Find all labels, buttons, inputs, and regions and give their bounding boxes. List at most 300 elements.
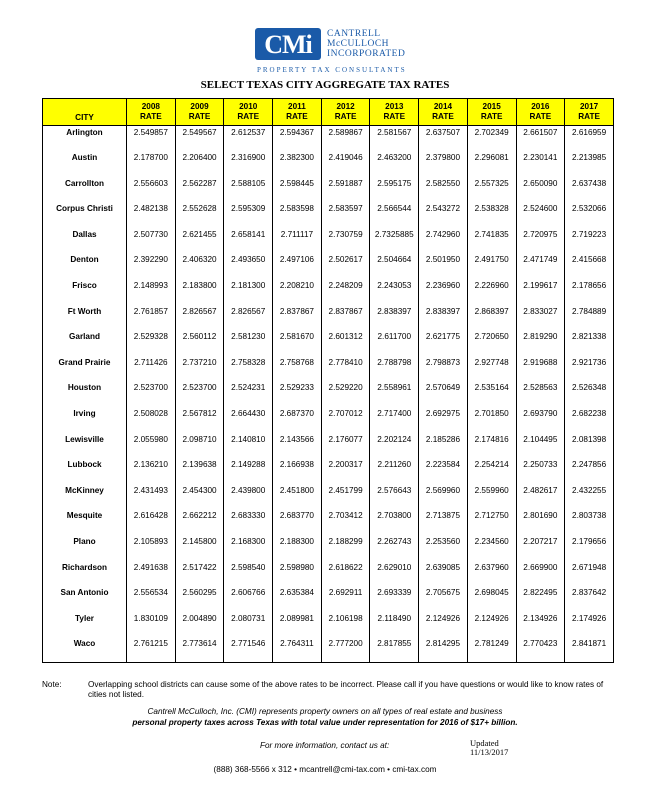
year-label: 2012 <box>336 102 355 111</box>
year-label: 2010 <box>239 102 258 111</box>
rate-cell: 2.717400 <box>370 407 419 433</box>
rate-cell: 2.616959 <box>565 126 614 152</box>
rate-cell: 2.556534 <box>127 586 176 612</box>
rate-cell: 2.703412 <box>321 509 370 535</box>
rate-cell: 2.868397 <box>467 305 516 331</box>
rate-cell: 2.557325 <box>467 177 516 203</box>
rate-cell: 2.581567 <box>370 126 419 152</box>
rate-cell: 2.558961 <box>370 381 419 407</box>
rate-cell: 2.178700 <box>127 151 176 177</box>
rate-cell: 2.406320 <box>175 253 224 279</box>
rate-cell: 2.594367 <box>273 126 322 152</box>
rate-cell: 2.549857 <box>127 126 176 152</box>
rate-cell: 2.778410 <box>321 356 370 382</box>
rate-cell: 2.524231 <box>224 381 273 407</box>
rate-cell: 2.183800 <box>175 279 224 305</box>
rate-cell: 2.559960 <box>467 484 516 510</box>
city-cell: Austin <box>43 151 127 177</box>
rate-cell: 2.7325885 <box>370 228 419 254</box>
rate-cell: 2.089981 <box>273 612 322 638</box>
rate-cell: 2.562287 <box>175 177 224 203</box>
rate-cell: 2.720650 <box>467 330 516 356</box>
rate-cell: 2.822495 <box>516 586 565 612</box>
rate-cell: 2.589867 <box>321 126 370 152</box>
rate-cell: 2.523700 <box>175 381 224 407</box>
rate-cell: 2.528563 <box>516 381 565 407</box>
rate-cell: 2.526348 <box>565 381 614 407</box>
rate-cell: 2.595309 <box>224 202 273 228</box>
rate-cell: 2.693790 <box>516 407 565 433</box>
rate-cell: 2.139638 <box>175 458 224 484</box>
rate-cell: 2.149288 <box>224 458 273 484</box>
updated-stamp <box>470 739 508 757</box>
rate-cell: 2.143566 <box>273 433 322 459</box>
rate-cell: 2.508028 <box>127 407 176 433</box>
rate-cell: 2.529328 <box>127 330 176 356</box>
rate-cell: 2.761215 <box>127 637 176 663</box>
city-cell: Dallas <box>43 228 127 254</box>
rate-cell: 2.529220 <box>321 381 370 407</box>
rate-cell: 2.206400 <box>175 151 224 177</box>
rate-cell: 2.208210 <box>273 279 322 305</box>
rate-cell: 2.081398 <box>565 433 614 459</box>
rate-cell: 2.080731 <box>224 612 273 638</box>
rate-cell: 2.504664 <box>370 253 419 279</box>
city-cell: Plano <box>43 535 127 561</box>
rate-cell: 2.148993 <box>127 279 176 305</box>
rate-cell: 2.432255 <box>565 484 614 510</box>
rate-cell: 2.223584 <box>419 458 468 484</box>
rate-cell: 2.661507 <box>516 126 565 152</box>
company-description <box>0 706 650 728</box>
rate-cell: 2.703800 <box>370 509 419 535</box>
year-label: 2015 <box>482 102 501 111</box>
table-row <box>43 330 614 356</box>
rate-label: RATE <box>480 112 503 121</box>
rate-cell: 2.581670 <box>273 330 322 356</box>
rate-cell: 2.601312 <box>321 330 370 356</box>
rate-cell: 2.549567 <box>175 126 224 152</box>
updated-date: 11/13/2017 <box>470 747 509 757</box>
rate-cell: 2.650090 <box>516 177 565 203</box>
city-cell: Arlington <box>43 126 127 152</box>
year-column-header <box>565 99 614 126</box>
company-description-line2: personal property taxes across Texas with total value under representation for 2016 of $17+ billion. <box>132 718 518 727</box>
rate-cell: 2.248209 <box>321 279 370 305</box>
rate-cell: 2.419046 <box>321 151 370 177</box>
rate-cell: 2.826567 <box>175 305 224 331</box>
rate-cell: 2.692975 <box>419 407 468 433</box>
rate-cell: 2.529233 <box>273 381 322 407</box>
rate-cell: 2.621455 <box>175 228 224 254</box>
rate-cell: 2.176077 <box>321 433 370 459</box>
rate-cell: 2.200317 <box>321 458 370 484</box>
city-cell: Denton <box>43 253 127 279</box>
city-cell: San Antonio <box>43 586 127 612</box>
rate-cell: 2.118490 <box>370 612 419 638</box>
rate-cell: 2.598980 <box>273 561 322 587</box>
rate-cell: 2.713875 <box>419 509 468 535</box>
rate-cell: 2.671948 <box>565 561 614 587</box>
rate-cell: 2.658141 <box>224 228 273 254</box>
rate-cell: 2.761857 <box>127 305 176 331</box>
table-row <box>43 586 614 612</box>
rate-label: RATE <box>286 112 308 121</box>
rate-cell: 2.524600 <box>516 202 565 228</box>
rate-cell: 2.819290 <box>516 330 565 356</box>
rate-cell: 2.166938 <box>273 458 322 484</box>
rate-cell: 2.595175 <box>370 177 419 203</box>
rate-cell: 2.140810 <box>224 433 273 459</box>
year-column-header <box>321 99 370 126</box>
rate-cell: 2.803738 <box>565 509 614 535</box>
rate-cell: 2.382300 <box>273 151 322 177</box>
rate-cell: 2.104495 <box>516 433 565 459</box>
rate-cell: 2.168300 <box>224 535 273 561</box>
rate-cell: 2.236960 <box>419 279 468 305</box>
company-name <box>327 29 405 59</box>
rate-cell: 2.637507 <box>419 126 468 152</box>
rate-cell: 2.720975 <box>516 228 565 254</box>
table-row <box>43 126 614 152</box>
rate-cell: 2.588105 <box>224 177 273 203</box>
city-cell: Lewisville <box>43 433 127 459</box>
rate-cell: 2.664430 <box>224 407 273 433</box>
rate-cell: 2.392290 <box>127 253 176 279</box>
rate-cell: 2.124926 <box>467 612 516 638</box>
rate-cell: 2.838397 <box>370 305 419 331</box>
table-row <box>43 637 614 663</box>
rate-cell: 2.207217 <box>516 535 565 561</box>
rate-cell: 2.764311 <box>273 637 322 663</box>
rate-cell: 2.185286 <box>419 433 468 459</box>
rate-cell: 2.451800 <box>273 484 322 510</box>
rate-cell: 2.535164 <box>467 381 516 407</box>
rate-cell: 2.523700 <box>127 381 176 407</box>
table-row <box>43 177 614 203</box>
rate-cell: 2.758768 <box>273 356 322 382</box>
rate-cell: 2.698045 <box>467 586 516 612</box>
rate-cell: 2.798873 <box>419 356 468 382</box>
year-column-header <box>175 99 224 126</box>
table-row <box>43 561 614 587</box>
rate-cell: 2.098710 <box>175 433 224 459</box>
table-row <box>43 202 614 228</box>
rate-cell: 2.730759 <box>321 228 370 254</box>
rate-cell: 2.582550 <box>419 177 468 203</box>
rate-label: RATE <box>140 112 162 121</box>
rate-cell: 2.569960 <box>419 484 468 510</box>
rate-cell: 2.247856 <box>565 458 614 484</box>
year-label: 2008 <box>141 102 160 111</box>
rate-cell: 2.770423 <box>516 637 565 663</box>
rate-cell: 2.174926 <box>565 612 614 638</box>
rate-cell: 2.463200 <box>370 151 419 177</box>
rate-cell: 2.517422 <box>175 561 224 587</box>
rate-cell: 2.705675 <box>419 586 468 612</box>
rate-cell: 2.719223 <box>565 228 614 254</box>
rate-cell: 2.250733 <box>516 458 565 484</box>
rate-label: RATE <box>237 112 260 121</box>
rate-cell: 2.431493 <box>127 484 176 510</box>
rate-cell: 2.814295 <box>419 637 468 663</box>
city-cell: Richardson <box>43 561 127 587</box>
rate-cell: 2.234560 <box>467 535 516 561</box>
city-cell: Tyler <box>43 612 127 638</box>
tax-rate-table <box>42 98 614 663</box>
rate-cell: 2.532066 <box>565 202 614 228</box>
city-cell: Garland <box>43 330 127 356</box>
rate-label: RATE <box>383 112 406 121</box>
rate-cell: 2.598540 <box>224 561 273 587</box>
rate-cell: 2.136210 <box>127 458 176 484</box>
rate-cell: 2.598445 <box>273 177 322 203</box>
city-cell: McKinney <box>43 484 127 510</box>
rate-label: RATE <box>432 112 454 121</box>
year-label: 2014 <box>433 102 453 111</box>
rate-cell: 2.616428 <box>127 509 176 535</box>
table-row <box>43 228 614 254</box>
rate-cell: 2.927748 <box>467 356 516 382</box>
rate-cell: 2.635384 <box>273 586 322 612</box>
rate-cell: 2.637960 <box>467 561 516 587</box>
rate-cell: 2.611700 <box>370 330 419 356</box>
rate-cell: 2.439800 <box>224 484 273 510</box>
rate-cell: 2.178656 <box>565 279 614 305</box>
rate-cell: 2.591887 <box>321 177 370 203</box>
rate-cell: 2.693339 <box>370 586 419 612</box>
year-column-header <box>224 99 273 126</box>
rate-cell: 2.379800 <box>419 151 468 177</box>
rate-cell: 2.707012 <box>321 407 370 433</box>
note-text: Overlapping school districts can cause some of the above rates to be incorrect. Please call if you have questions or would like to know rates of cities not listed. <box>88 680 604 699</box>
rate-cell: 2.243053 <box>370 279 419 305</box>
table-row <box>43 433 614 459</box>
rate-cell: 2.570649 <box>419 381 468 407</box>
rate-cell: 2.771546 <box>224 637 273 663</box>
company-name-line1: CANTRELL <box>327 29 381 39</box>
rate-cell: 2.213985 <box>565 151 614 177</box>
rate-cell: 2.784889 <box>565 305 614 331</box>
rate-cell: 2.560112 <box>175 330 224 356</box>
rate-cell: 2.491750 <box>467 253 516 279</box>
rate-cell: 2.711426 <box>127 356 176 382</box>
table-row <box>43 279 614 305</box>
rate-cell: 2.454300 <box>175 484 224 510</box>
city-cell: Frisco <box>43 279 127 305</box>
rate-cell: 2.683770 <box>273 509 322 535</box>
rate-cell: 2.711117 <box>273 228 322 254</box>
rate-cell: 2.581230 <box>224 330 273 356</box>
table-row <box>43 458 614 484</box>
table-row <box>43 612 614 638</box>
rate-cell: 2.701850 <box>467 407 516 433</box>
rate-label: RATE <box>188 112 211 121</box>
rate-cell: 2.501950 <box>419 253 468 279</box>
rate-cell: 2.415668 <box>565 253 614 279</box>
rate-cell: 2.801690 <box>516 509 565 535</box>
rate-cell: 2.833027 <box>516 305 565 331</box>
rate-cell: 2.612537 <box>224 126 273 152</box>
rate-cell: 2.781249 <box>467 637 516 663</box>
rate-cell: 2.921736 <box>565 356 614 382</box>
table-row <box>43 381 614 407</box>
rate-cell: 2.106198 <box>321 612 370 638</box>
rate-cell: 2.538328 <box>467 202 516 228</box>
rate-cell: 2.618622 <box>321 561 370 587</box>
rate-cell: 2.507730 <box>127 228 176 254</box>
rate-cell: 2.637438 <box>565 177 614 203</box>
rate-label: RATE <box>529 112 552 121</box>
rate-cell: 2.583598 <box>273 202 322 228</box>
more-info-text: For more information, contact us at: <box>260 741 390 750</box>
rate-cell: 2.702349 <box>467 126 516 152</box>
rate-cell: 2.145800 <box>175 535 224 561</box>
rate-cell: 2.788798 <box>370 356 419 382</box>
rate-cell: 2.188300 <box>273 535 322 561</box>
updated-label: Updated <box>470 738 499 748</box>
rate-cell: 2.841871 <box>565 637 614 663</box>
rate-cell: 2.777200 <box>321 637 370 663</box>
rate-cell: 2.471749 <box>516 253 565 279</box>
rate-cell: 2.758328 <box>224 356 273 382</box>
year-column-header <box>370 99 419 126</box>
rate-cell: 2.566544 <box>370 202 419 228</box>
rate-cell: 2.837642 <box>565 586 614 612</box>
city-cell: Lubbock <box>43 458 127 484</box>
rate-cell: 2.639085 <box>419 561 468 587</box>
city-cell: Grand Prairie <box>43 356 127 382</box>
rate-cell: 2.621775 <box>419 330 468 356</box>
rate-cell: 2.502617 <box>321 253 370 279</box>
rate-cell: 2.712750 <box>467 509 516 535</box>
rate-cell: 2.497106 <box>273 253 322 279</box>
year-label: 2017 <box>579 102 599 111</box>
rate-cell: 2.482138 <box>127 202 176 228</box>
rate-cell: 2.296081 <box>467 151 516 177</box>
rate-cell: 2.124926 <box>419 612 468 638</box>
city-cell: Corpus Christi <box>43 202 127 228</box>
contact-info: (888) 368-5566 x 312 • mcantrell@cmi-tax.com • cmi-tax.com <box>213 765 437 774</box>
table-row <box>43 535 614 561</box>
rate-cell: 2.742960 <box>419 228 468 254</box>
year-column-header <box>419 99 468 126</box>
rate-cell: 2.682238 <box>565 407 614 433</box>
rate-label: RATE <box>578 112 600 121</box>
rate-cell: 2.174816 <box>467 433 516 459</box>
city-cell: Houston <box>43 381 127 407</box>
rate-cell: 2.826567 <box>224 305 273 331</box>
rate-cell: 2.817855 <box>370 637 419 663</box>
table-body <box>43 126 614 663</box>
rate-cell: 2.253560 <box>419 535 468 561</box>
rate-cell: 2.552628 <box>175 202 224 228</box>
table-row <box>43 253 614 279</box>
company-tagline: PROPERTY TAX CONSULTANTS <box>257 66 407 74</box>
year-column-header <box>467 99 516 126</box>
city-cell: Mesquite <box>43 509 127 535</box>
page-title: SELECT TEXAS CITY AGGREGATE TAX RATES <box>200 79 450 91</box>
year-column-header <box>516 99 565 126</box>
rate-cell: 2.226960 <box>467 279 516 305</box>
rate-cell: 2.181300 <box>224 279 273 305</box>
rate-cell: 2.576643 <box>370 484 419 510</box>
rate-cell: 2.482617 <box>516 484 565 510</box>
company-name-line3: INCORPORATED <box>327 49 406 59</box>
table-row <box>43 151 614 177</box>
city-cell: Ft Worth <box>43 305 127 331</box>
rate-cell: 2.179656 <box>565 535 614 561</box>
company-description-line1: Cantrell McCulloch, Inc. (CMI) represents property owners on all types of real estate and business <box>147 707 503 716</box>
year-label: 2011 <box>288 102 306 111</box>
rate-cell: 2.837867 <box>321 305 370 331</box>
table-row <box>43 356 614 382</box>
city-cell: Carrollton <box>43 177 127 203</box>
year-column-header <box>273 99 322 126</box>
rate-cell: 2.543272 <box>419 202 468 228</box>
rate-cell: 2.606766 <box>224 586 273 612</box>
year-label: 2013 <box>385 102 404 111</box>
rate-cell: 2.134926 <box>516 612 565 638</box>
rate-cell: 2.838397 <box>419 305 468 331</box>
table-row <box>43 484 614 510</box>
company-name-line2: McCULLOCH <box>327 39 390 49</box>
rate-cell: 2.199617 <box>516 279 565 305</box>
rate-cell: 2.583597 <box>321 202 370 228</box>
rate-cell: 2.202124 <box>370 433 419 459</box>
rate-cell: 2.773614 <box>175 637 224 663</box>
city-column-header: CITY <box>43 99 127 126</box>
rate-cell: 2.687370 <box>273 407 322 433</box>
rate-cell: 2.004890 <box>175 612 224 638</box>
rate-cell: 2.316900 <box>224 151 273 177</box>
rate-cell: 2.556603 <box>127 177 176 203</box>
logo-mark-text: CMi <box>264 30 312 59</box>
rate-cell: 2.254214 <box>467 458 516 484</box>
rate-cell: 2.567812 <box>175 407 224 433</box>
note-label: Note: <box>42 680 62 689</box>
rate-cell: 2.919688 <box>516 356 565 382</box>
rate-cell: 2.211260 <box>370 458 419 484</box>
table-header-row <box>43 99 614 126</box>
rate-cell: 2.821338 <box>565 330 614 356</box>
rate-cell: 2.737210 <box>175 356 224 382</box>
rate-cell: 2.683330 <box>224 509 273 535</box>
rate-cell: 2.629010 <box>370 561 419 587</box>
rate-cell: 2.741835 <box>467 228 516 254</box>
rate-cell: 2.105893 <box>127 535 176 561</box>
rate-label: RATE <box>334 112 357 121</box>
year-column-header <box>127 99 176 126</box>
year-label: 2009 <box>190 102 209 111</box>
city-cell: Waco <box>43 637 127 663</box>
rate-cell: 2.491638 <box>127 561 176 587</box>
rate-cell: 2.188299 <box>321 535 370 561</box>
rate-cell: 2.662212 <box>175 509 224 535</box>
table-row <box>43 407 614 433</box>
rate-cell: 2.692911 <box>321 586 370 612</box>
rate-cell: 2.837867 <box>273 305 322 331</box>
table-row <box>43 509 614 535</box>
rate-cell: 2.451799 <box>321 484 370 510</box>
city-cell: Irving <box>43 407 127 433</box>
rate-cell: 2.262743 <box>370 535 419 561</box>
table-row <box>43 305 614 331</box>
logo-mark <box>255 28 321 60</box>
rate-cell: 2.560295 <box>175 586 224 612</box>
rate-cell: 1.830109 <box>127 612 176 638</box>
rate-cell: 2.230141 <box>516 151 565 177</box>
